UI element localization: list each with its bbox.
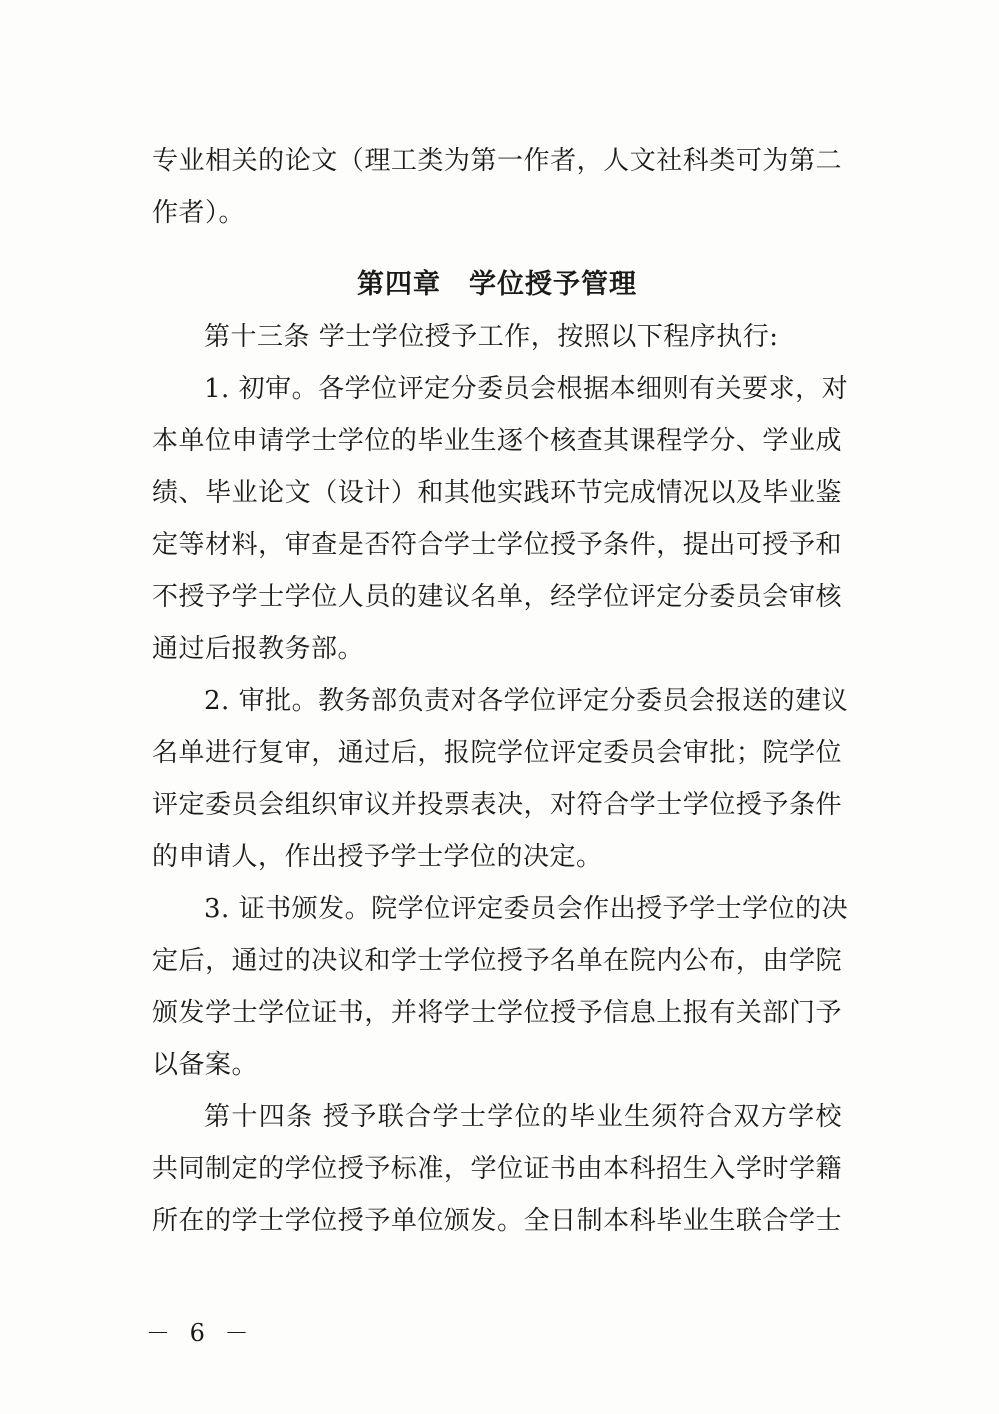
text-line: 颁发学士学位证书，并将学士学位授予信息上报有关部门予 [152,998,842,1028]
text-line: 专业相关的论文（理工类为第一作者，人文社科类可为第二 [152,146,842,176]
text-line: 名单进行复审，通过后，报院学位评定委员会审批；院学位 [152,738,842,768]
intro-paragraph [152,135,842,239]
text-line: 1. 初审。各学位评定分委员会根据本细则有关要求，对 [204,374,849,404]
article-13-item-1 [152,363,849,675]
text-line: 以备案。 [152,1050,259,1080]
text-line: 绩、毕业论文（设计）和其他实践环节完成情况以及毕业鉴 [152,478,842,508]
article-14 [152,1091,842,1247]
document-body [152,135,849,1247]
text-line: 3. 证书颁发。院学位评定委员会作出授予学士学位的决 [204,894,849,924]
page-number: － 6 － [146,1319,255,1347]
article-13-item-3 [152,883,849,1091]
text-line: 作者）。 [152,198,246,228]
text-line: 通过后报教务部。 [152,634,365,664]
text-line: 本单位申请学士学位的毕业生逐个核查其课程学分、学业成 [152,426,842,456]
text-line: 2. 审批。教务部负责对各学位评定分委员会报送的建议 [204,686,849,716]
article-13-lead [152,311,842,363]
text-line: 不授予学士学位人员的建议名单，经学位评定分委员会审核 [152,582,842,612]
text-line: 定等材料，审查是否符合学士学位授予条件，提出可授予和 [152,530,842,560]
text-line: 共同制定的学位授予标准，学位证书由本科招生入学时学籍 [152,1154,842,1184]
text-line: 第十三条 学士学位授予工作，按照以下程序执行: [204,322,779,352]
text-line: 评定委员会组织审议并投票表决，对符合学士学位授予条件 [152,790,842,820]
text-line: 定后，通过的决议和学士学位授予名单在院内公布，由学院 [152,946,842,976]
text-line: 第十四条 授予联合学士学位的毕业生须符合双方学校 [204,1102,842,1132]
text-line: 的申请人，作出授予学士学位的决定。 [152,842,603,872]
article-13-item-2 [152,675,849,883]
text-line: 所在的学士学位授予单位颁发。全日制本科毕业生联合学士 [152,1206,842,1236]
chapter-heading: 第四章 学位授予管理 [357,269,637,300]
